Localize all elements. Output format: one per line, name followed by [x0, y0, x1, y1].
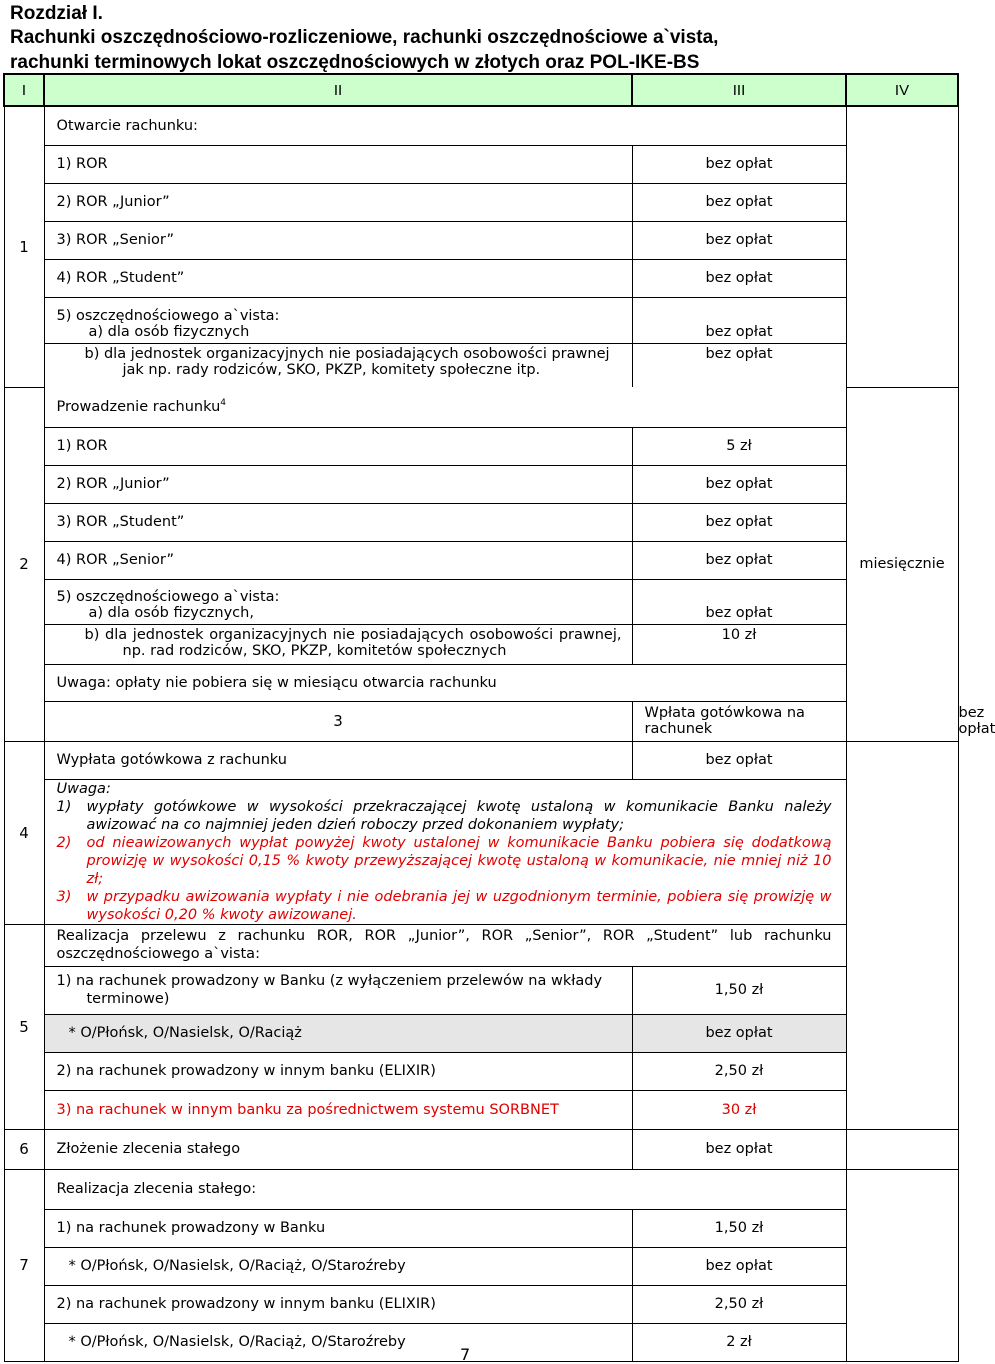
fee-value: bez opłat — [632, 145, 846, 183]
note-number: 3) — [56, 888, 72, 905]
fee-value: bez opłat — [632, 1014, 846, 1052]
table-row: 3 Wpłata gotówkowa na rachunek bez opłat — [4, 701, 958, 741]
note-title: Uwaga: — [56, 780, 111, 797]
table-row — [4, 966, 958, 1014]
page-header — [10, 0, 955, 75]
table-row — [4, 1129, 958, 1169]
row-title: Realizacja zlecenia stałego: — [44, 1169, 846, 1209]
section-title: Rozdział I. — [10, 3, 103, 24]
footnote-mark: 4 — [220, 398, 226, 409]
empty-cell — [846, 1169, 958, 1361]
frequency-cell — [846, 106, 958, 387]
row-note: Uwaga: opłaty nie pobiera się w miesiącu otwarcia rachunku — [44, 664, 846, 701]
fee-value: bez opłat — [632, 183, 846, 221]
fee-value: 2,50 zł — [632, 1285, 846, 1323]
item-label — [44, 579, 632, 624]
item-label: 2) na rachunek prowadzony w innym banku (ELIXIR) — [44, 1052, 632, 1090]
item5b-label: b) dla jednostek organizacyjnych nie posiadających osobowości prawnej jak np. rady rodziców, SKO, PKZP, komitety społeczne itp. — [84, 345, 610, 378]
item-label — [44, 966, 632, 1014]
item-label: 4) ROR „Student” — [44, 259, 632, 297]
item-label: 3) na rachunek w innym banku za pośrednictwem systemu SORBNET — [44, 1090, 632, 1129]
fee-value: bez opłat — [632, 579, 846, 624]
fee-value: bez opłat — [632, 1129, 846, 1169]
fee-value: 10 zł — [632, 624, 846, 664]
table-row — [4, 1247, 958, 1285]
table-row — [4, 1285, 958, 1323]
item-label — [44, 297, 632, 343]
item5a-label: a) dla osób fizycznych, — [88, 604, 254, 621]
table-row — [4, 741, 958, 779]
fee-value: bez opłat — [632, 503, 846, 541]
item-label: * O/Płońsk, O/Nasielsk, O/Raciąż, O/Staroźreby — [44, 1247, 632, 1285]
table-row — [4, 106, 958, 145]
item-label: 4) ROR „Senior” — [44, 541, 632, 579]
item-label: 1) ROR — [44, 427, 632, 465]
row-number: 6 — [4, 1129, 44, 1169]
fee-table — [3, 73, 995, 1362]
row-number: 5 — [4, 924, 44, 1129]
item5-heading: 5) oszczędnościowego a`vista: — [56, 588, 280, 605]
table-row — [4, 145, 958, 183]
row-title-text: Prowadzenie rachunku — [56, 399, 221, 416]
column-header: IV — [846, 74, 958, 106]
fee-value: bez opłat — [632, 465, 846, 503]
table-row — [4, 579, 958, 624]
fee-value: 2,50 zł — [632, 1052, 846, 1090]
note-number: 2) — [56, 834, 72, 851]
item-label: 3) ROR „Student” — [44, 503, 632, 541]
fee-value: bez opłat — [632, 741, 846, 779]
table-row — [4, 1052, 958, 1090]
note-number: 1) — [56, 798, 72, 815]
fee-value: 1,50 zł — [632, 1209, 846, 1247]
row-number: 2 — [4, 387, 44, 741]
fee-value: 2 zł — [632, 1323, 846, 1361]
note-text: od nieawizowanych wypłat powyżej kwoty ustalonej w komunikacie Banku pobiera się dodatkową prowizję w wysokości 0,15 % kwoty przewyższającej kwotę ustaloną w komunikacie, nie mniej niż 10 zł; — [86, 834, 832, 887]
note-item — [57, 798, 832, 834]
table-row — [4, 924, 958, 966]
table-row — [4, 541, 958, 579]
table-row — [4, 465, 958, 503]
table-row — [4, 427, 958, 465]
column-header-row — [4, 74, 958, 106]
item-label: * O/Płońsk, O/Nasielsk, O/Raciąż, O/Staroźreby — [44, 1323, 632, 1361]
row-number: 7 — [4, 1169, 44, 1361]
item-label: 2) ROR „Junior” — [44, 183, 632, 221]
item5a-label: a) dla osób fizycznych — [88, 323, 250, 340]
table-row — [4, 343, 958, 387]
table-row — [4, 1209, 958, 1247]
item-text: 1) na rachunek prowadzony w Banku (z wyłączeniem przelewów na wkłady terminowe) — [56, 973, 603, 1007]
item5-heading: 5) oszczędnościowego a`vista: — [56, 307, 280, 324]
page-number: 7 — [460, 1345, 471, 1364]
table-row — [4, 297, 958, 343]
frequency-value: miesięcznie — [846, 387, 958, 741]
table-row — [4, 221, 958, 259]
item-label: 2) ROR „Junior” — [44, 465, 632, 503]
table-row — [4, 1014, 958, 1052]
item-label: Złożenie zlecenia stałego — [44, 1129, 632, 1169]
table-row — [4, 259, 958, 297]
item-label: 2) na rachunek prowadzony w innym banku (ELIXIR) — [44, 1285, 632, 1323]
empty-cell — [846, 1129, 958, 1169]
fee-value: bez opłat — [632, 297, 846, 343]
withdrawal-notes — [44, 779, 846, 924]
item-label: 1) ROR — [44, 145, 632, 183]
chapter-title-line2: rachunki terminowych lokat oszczędnościowych w złotych oraz POL-IKE-BS — [10, 52, 700, 73]
item-label — [44, 343, 632, 387]
item-label: Wypłata gotówkowa z rachunku — [44, 741, 632, 779]
item5b-label: b) dla jednostek organizacyjnych nie posiadających osobowości prawnej, np. rad rodziców, SKO, PKZP, komitetów społecznych — [84, 626, 622, 659]
empty-cell — [846, 741, 958, 924]
item-label: * O/Płońsk, O/Nasielsk, O/Raciąż — [44, 1014, 632, 1052]
table-row — [4, 624, 958, 664]
table-row — [4, 503, 958, 541]
item-label: Wpłata gotówkowa na rachunek — [632, 701, 846, 741]
fee-value: 5 zł — [632, 427, 846, 465]
table-row — [4, 1090, 958, 1129]
note-item — [57, 834, 832, 888]
fee-value: bez opłat — [632, 221, 846, 259]
row-title: Realizacja przelewu z rachunku ROR, ROR „Junior”, ROR „Senior”, ROR „Student” lub rachunku oszczędnościowego a`vista: — [44, 924, 846, 966]
table-row — [4, 183, 958, 221]
table-row — [4, 1323, 958, 1361]
column-header: II — [44, 74, 632, 106]
table-row — [4, 779, 958, 924]
column-header: I — [4, 74, 44, 106]
column-header: III — [632, 74, 846, 106]
note-text: w przypadku awizowania wypłaty i nie odebrania jej w uzgodnionym terminie, pobiera się prowizję w wysokości 0,20 % kwoty awizowanej. — [86, 888, 832, 923]
row-number: 4 — [4, 741, 44, 924]
item-label — [44, 624, 632, 664]
row-number: 3 — [44, 701, 632, 741]
table-row — [4, 664, 958, 701]
item-label: 3) ROR „Senior” — [44, 221, 632, 259]
item-label: 1) na rachunek prowadzony w Banku — [44, 1209, 632, 1247]
chapter-title-line1: Rachunki oszczędnościowo-rozliczeniowe, rachunki oszczędnościowe a`vista, — [10, 27, 719, 48]
fee-value: bez opłat — [632, 541, 846, 579]
row-number: 1 — [4, 106, 44, 387]
fee-value: bez opłat — [632, 343, 846, 387]
fee-value: 30 zł — [632, 1090, 846, 1129]
note-text: wypłaty gotówkowe w wysokości przekraczającej kwotę ustaloną w komunikacie Banku należy awizować na co najmniej jeden dzień roboczy przed dokonaniem wypłaty; — [86, 798, 832, 833]
row-title — [44, 387, 846, 427]
row-title: Otwarcie rachunku: — [44, 106, 846, 145]
empty-cell — [846, 924, 958, 1129]
table-row — [4, 387, 958, 427]
fee-value: 1,50 zł — [632, 966, 846, 1014]
fee-value: bez opłat — [632, 1247, 846, 1285]
table-row — [4, 1169, 958, 1209]
fee-value: bez opłat — [632, 259, 846, 297]
note-item — [57, 888, 832, 924]
